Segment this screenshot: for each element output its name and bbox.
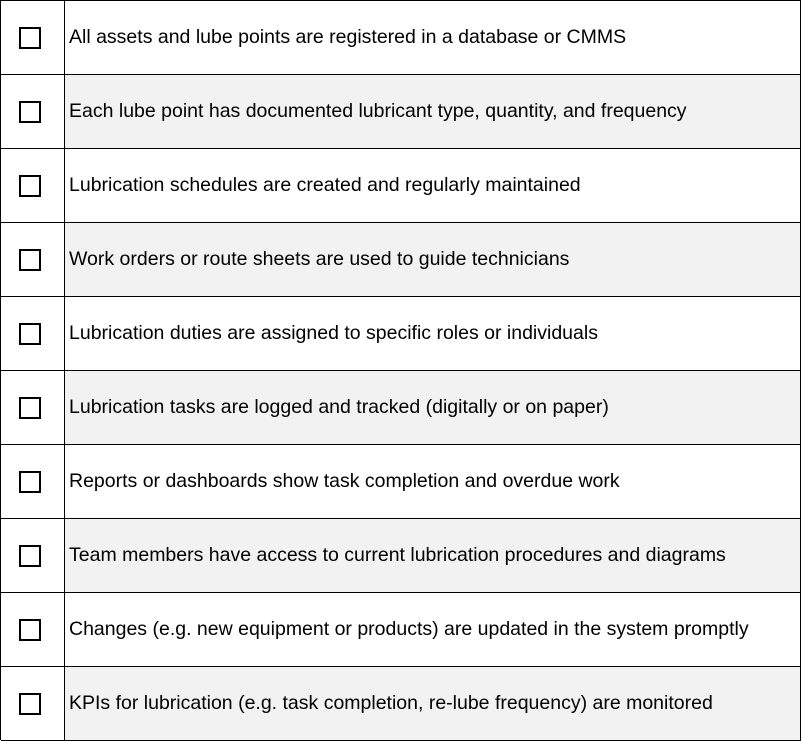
- checkbox[interactable]: [19, 545, 41, 567]
- checklist-row: [1, 223, 801, 297]
- checkbox[interactable]: [19, 323, 41, 345]
- checklist-item-label: Lubrication schedules are created and regularly maintained: [65, 149, 801, 222]
- checkbox[interactable]: [19, 101, 41, 123]
- checklist-row: [1, 371, 801, 445]
- checkbox-cell: [1, 445, 65, 518]
- checkbox-cell: [1, 1, 65, 74]
- checkbox[interactable]: [19, 27, 41, 49]
- checkbox-cell: [1, 149, 65, 222]
- checkbox-cell: [1, 297, 65, 370]
- checkbox-cell: [1, 519, 65, 592]
- checkbox[interactable]: [19, 471, 41, 493]
- checklist-item-label: Team members have access to current lubrication procedures and diagrams: [65, 519, 801, 592]
- checklist-row: [1, 593, 801, 667]
- checklist-item-label: All assets and lube points are registered in a database or CMMS: [65, 1, 801, 74]
- checklist-item-label: Lubrication tasks are logged and tracked (digitally or on paper): [65, 371, 801, 444]
- checklist-row: [1, 1, 801, 75]
- checkbox-cell: [1, 371, 65, 444]
- checkbox-cell: [1, 593, 65, 666]
- checkbox[interactable]: [19, 249, 41, 271]
- checkbox-cell: [1, 223, 65, 296]
- checklist-item-label: Changes (e.g. new equipment or products) are updated in the system promptly: [65, 593, 801, 666]
- checkbox[interactable]: [19, 693, 41, 715]
- checkbox[interactable]: [19, 175, 41, 197]
- checklist-item-label: KPIs for lubrication (e.g. task completion, re-lube frequency) are monitored: [65, 667, 801, 740]
- checklist-row: [1, 149, 801, 223]
- checklist-row: [1, 75, 801, 149]
- checkbox-cell: [1, 667, 65, 740]
- checkbox-cell: [1, 75, 65, 148]
- checkbox[interactable]: [19, 397, 41, 419]
- checklist-row: [1, 445, 801, 519]
- checklist-item-label: Lubrication duties are assigned to specific roles or individuals: [65, 297, 801, 370]
- checklist-item-label: Work orders or route sheets are used to guide technicians: [65, 223, 801, 296]
- checklist-row: [1, 297, 801, 371]
- checklist-row: [1, 667, 801, 741]
- checklist-item-label: Reports or dashboards show task completion and overdue work: [65, 445, 801, 518]
- checkbox[interactable]: [19, 619, 41, 641]
- checklist-row: [1, 519, 801, 593]
- checklist-item-label: Each lube point has documented lubricant type, quantity, and frequency: [65, 75, 801, 148]
